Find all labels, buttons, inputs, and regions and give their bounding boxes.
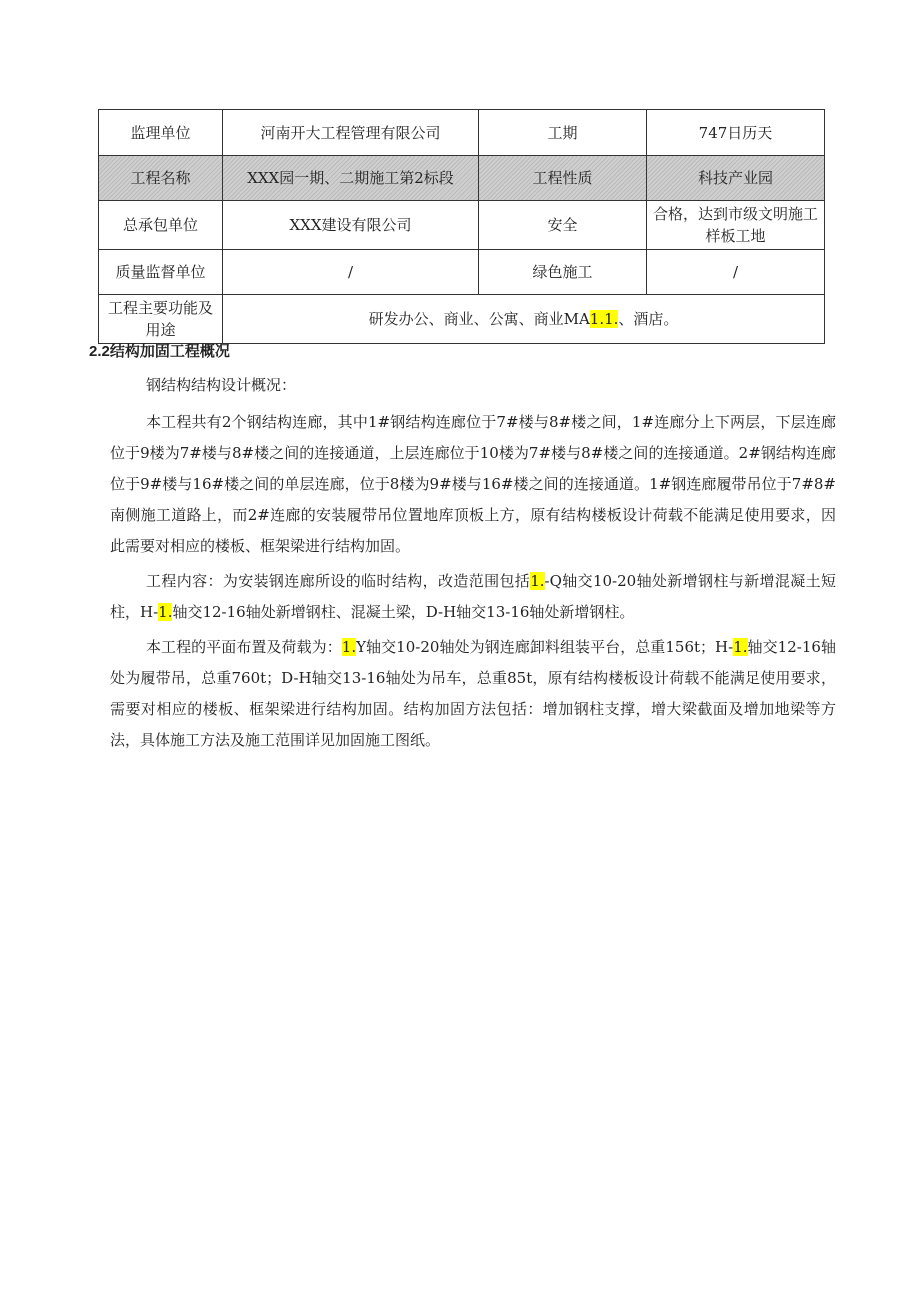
table-cell-label: 监理单位	[99, 110, 223, 156]
subheading: 钢结构结构设计概况：	[146, 376, 297, 394]
paragraph-text: Y轴交10-20轴处为钢连廊卸料组装平台，总重156t；H-	[356, 638, 734, 656]
project-info-table	[98, 109, 825, 344]
table-row	[99, 250, 825, 295]
table-cell-label: 总承包单位	[99, 201, 223, 250]
highlighted-text: 1.	[530, 572, 545, 590]
highlighted-text: 1.	[341, 638, 357, 656]
table-row	[99, 295, 825, 344]
table-cell-label: 工期	[479, 110, 647, 156]
highlighted-text: 1.1.	[589, 310, 619, 328]
table-row	[99, 201, 825, 250]
table-cell-label: 工程性质	[479, 156, 647, 201]
section-heading: 2.2结构加固工程概况	[89, 343, 230, 360]
paragraph-layout-loads	[110, 632, 836, 756]
table-cell-value: XXX园一期、二期施工第2标段	[223, 156, 479, 201]
function-usage-value	[223, 295, 825, 344]
highlighted-text: 1.	[158, 603, 173, 621]
table-cell-label: 安全	[479, 201, 647, 250]
table-cell-label: 工程名称	[99, 156, 223, 201]
table-cell-value: 747日历天	[647, 110, 825, 156]
table-cell-value: 科技产业园	[647, 156, 825, 201]
paragraph-work-content	[110, 566, 836, 628]
table-cell-label: 质量监督单位	[99, 250, 223, 295]
table-cell-value: /	[647, 250, 825, 295]
paragraph-text: 轴交12-16轴处新增钢柱、混凝土梁，D-H轴交13-16轴处新增钢柱。	[172, 603, 635, 621]
function-usage-text-end: 、酒店。	[618, 310, 679, 328]
table-row	[99, 156, 825, 201]
table-cell-value: 河南开大工程管理有限公司	[223, 110, 479, 156]
table-cell-value: /	[223, 250, 479, 295]
paragraph-overview: 本工程共有2个钢结构连廊，其中1#钢结构连廊位于7#楼与8#楼之间，1#连廊分上下两层，下层连廊位于9楼为7#楼与8#楼之间的连接通道，上层连廊位于10楼为7#楼与8#楼之间的连接通道。2#钢结构连廊位于9#楼与16#楼之间的单层连廊，位于8楼为9#楼与16#楼之间的连接通道。1#钢连廊履带吊位于7#8#南侧施工道路上，而2#连廊的安装履带吊位置地库顶板上方，原有结构楼板设计荷载不能满足使用要求，因此需要对相应的楼板、框架梁进行结构加固。	[110, 413, 836, 555]
paragraph-text: -Q轴交10-20轴处新增钢柱与新增混凝土短柱，H-	[110, 572, 836, 621]
table-cell-value: 合格，达到市级文明施工样板工地	[647, 201, 825, 250]
function-usage-text: 研发办公、商业、公寓、商业MA	[368, 310, 590, 328]
table-row	[99, 110, 825, 156]
table-cell-value: XXX建设有限公司	[223, 201, 479, 250]
table-cell-label: 绿色施工	[479, 250, 647, 295]
section-body	[110, 370, 836, 760]
highlighted-text: 1.	[733, 638, 748, 656]
table-cell-label: 工程主要功能及用途	[99, 295, 223, 344]
paragraph-text: 本工程的平面布置及荷载为：	[146, 638, 342, 656]
paragraph-text: 轴交12-16轴处为履带吊，总重760t；D-H轴交13-16轴处为吊车，总重85t，原有结构楼板设计荷载不能满足使用要求，需要对相应的楼板、框架梁进行结构加固。结构加固方法包括：增加钢柱支撑，增大梁截面及增加地梁等方法，具体施工方法及施工范围详见加固施工图纸。	[110, 638, 836, 749]
paragraph-text: 工程内容：为安装钢连廊所设的临时结构，改造范围包括	[146, 572, 531, 590]
